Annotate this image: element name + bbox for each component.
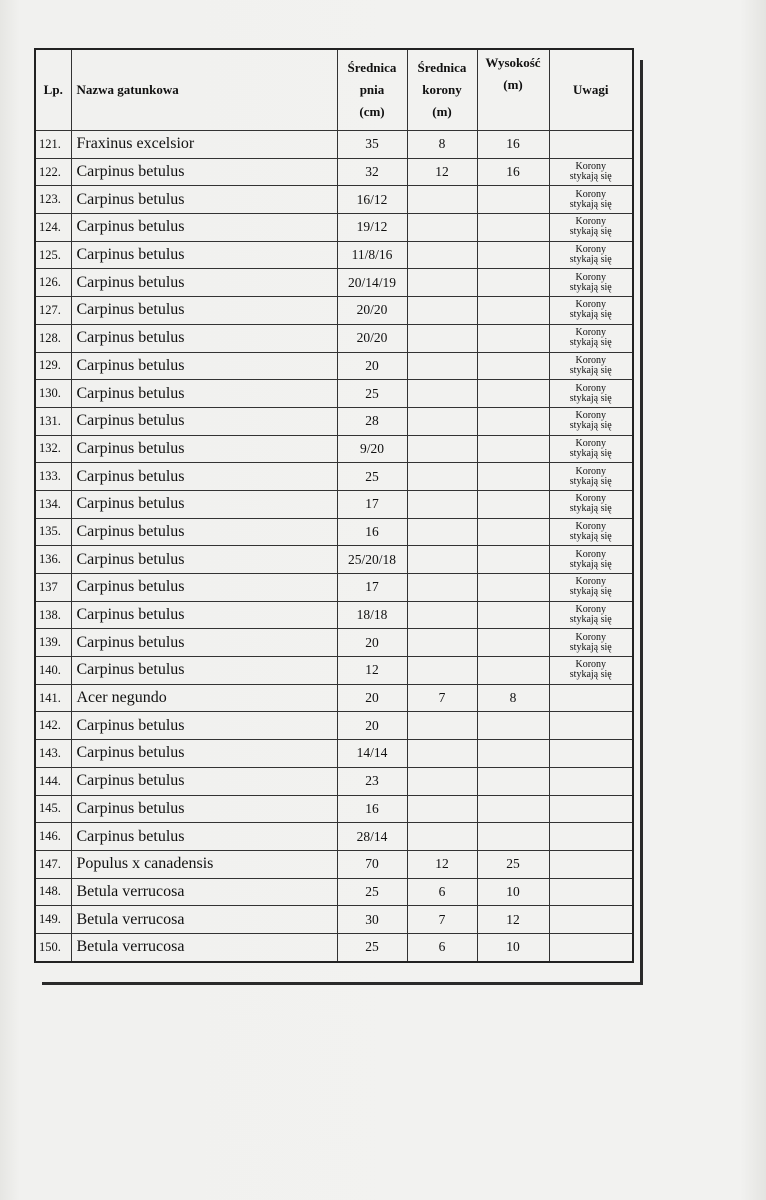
table-row bbox=[35, 490, 633, 518]
cell-species-name: Carpinus betulus bbox=[71, 463, 337, 491]
cell-crown-diameter: 12 bbox=[407, 158, 477, 186]
note-line-1: Korony bbox=[575, 437, 607, 449]
note-line-1: Korony bbox=[575, 659, 607, 671]
cell-trunk-diameter: 25 bbox=[337, 463, 407, 491]
table-row bbox=[35, 269, 633, 297]
cell-height bbox=[477, 740, 549, 768]
cell-lp: 139. bbox=[35, 629, 71, 657]
cell-height bbox=[477, 823, 549, 851]
note-line-2: stykają się bbox=[569, 530, 612, 542]
cell-notes bbox=[549, 490, 633, 518]
tree-inventory-table bbox=[34, 48, 634, 963]
cell-notes bbox=[549, 241, 633, 269]
cell-crown-diameter: 7 bbox=[407, 684, 477, 712]
cell-trunk-diameter: 14/14 bbox=[337, 740, 407, 768]
cell-species-name: Carpinus betulus bbox=[71, 269, 337, 297]
cell-notes bbox=[549, 186, 633, 214]
cell-lp: 141. bbox=[35, 684, 71, 712]
note-line-2: stykają się bbox=[569, 475, 612, 487]
note-line-1: Korony bbox=[575, 161, 607, 173]
cell-height bbox=[477, 574, 549, 602]
cell-height: 10 bbox=[477, 933, 549, 961]
cell-notes bbox=[549, 407, 633, 435]
cell-notes bbox=[549, 214, 633, 242]
table-row bbox=[35, 574, 633, 602]
cell-height bbox=[477, 269, 549, 297]
cell-trunk-diameter: 20/20 bbox=[337, 324, 407, 352]
cell-height bbox=[477, 601, 549, 629]
cell-crown-diameter bbox=[407, 767, 477, 795]
cell-species-name: Betula verrucosa bbox=[71, 878, 337, 906]
tree-inventory-table-wrapper bbox=[34, 48, 634, 963]
cell-notes bbox=[549, 878, 633, 906]
cell-species-name: Carpinus betulus bbox=[71, 795, 337, 823]
cell-trunk-diameter: 25 bbox=[337, 933, 407, 961]
table-row bbox=[35, 407, 633, 435]
cell-trunk-diameter: 25 bbox=[337, 878, 407, 906]
table-row bbox=[35, 850, 633, 878]
cell-lp: 124. bbox=[35, 214, 71, 242]
note-line-2: stykają się bbox=[569, 503, 612, 515]
note-line-2: stykają się bbox=[569, 364, 612, 376]
cell-crown-diameter bbox=[407, 463, 477, 491]
cell-notes bbox=[549, 297, 633, 325]
cell-trunk-diameter: 20/20 bbox=[337, 297, 407, 325]
cell-trunk-diameter: 28/14 bbox=[337, 823, 407, 851]
cell-crown-diameter: 7 bbox=[407, 906, 477, 934]
table-row bbox=[35, 712, 633, 740]
cell-trunk-diameter: 25/20/18 bbox=[337, 546, 407, 574]
cell-species-name: Carpinus betulus bbox=[71, 767, 337, 795]
cell-height: 10 bbox=[477, 878, 549, 906]
table-row bbox=[35, 657, 633, 685]
cell-height bbox=[477, 657, 549, 685]
cell-notes bbox=[549, 269, 633, 297]
cell-species-name: Carpinus betulus bbox=[71, 712, 337, 740]
cell-species-name: Carpinus betulus bbox=[71, 324, 337, 352]
note-line-1: Korony bbox=[575, 548, 607, 560]
table-row bbox=[35, 546, 633, 574]
cell-lp: 127. bbox=[35, 297, 71, 325]
cell-lp: 134. bbox=[35, 490, 71, 518]
cell-trunk-diameter: 20/14/19 bbox=[337, 269, 407, 297]
cell-crown-diameter bbox=[407, 490, 477, 518]
cell-notes bbox=[549, 684, 633, 712]
cell-lp: 149. bbox=[35, 906, 71, 934]
note-line-2: stykają się bbox=[569, 614, 612, 626]
cell-species-name: Carpinus betulus bbox=[71, 518, 337, 546]
cell-species-name: Carpinus betulus bbox=[71, 629, 337, 657]
cell-trunk-diameter: 20 bbox=[337, 684, 407, 712]
cell-species-name: Carpinus betulus bbox=[71, 657, 337, 685]
table-row bbox=[35, 158, 633, 186]
cell-crown-diameter bbox=[407, 795, 477, 823]
cell-species-name: Carpinus betulus bbox=[71, 186, 337, 214]
note-line-1: Korony bbox=[575, 410, 607, 422]
cell-species-name: Carpinus betulus bbox=[71, 574, 337, 602]
cell-trunk-diameter: 9/20 bbox=[337, 435, 407, 463]
cell-notes bbox=[549, 352, 633, 380]
table-row bbox=[35, 435, 633, 463]
cell-species-name: Carpinus betulus bbox=[71, 407, 337, 435]
note-line-1: Korony bbox=[575, 299, 607, 311]
cell-notes bbox=[549, 795, 633, 823]
cell-crown-diameter: 8 bbox=[407, 131, 477, 159]
table-row bbox=[35, 463, 633, 491]
cell-height bbox=[477, 186, 549, 214]
note-line-2: stykają się bbox=[569, 309, 612, 321]
cell-crown-diameter bbox=[407, 518, 477, 546]
cell-species-name: Carpinus betulus bbox=[71, 490, 337, 518]
note-line-1: Korony bbox=[575, 327, 607, 339]
note-line-2: stykają się bbox=[569, 226, 612, 238]
cell-crown-diameter bbox=[407, 297, 477, 325]
cell-notes bbox=[549, 906, 633, 934]
cell-trunk-diameter: 32 bbox=[337, 158, 407, 186]
table-row bbox=[35, 795, 633, 823]
cell-notes bbox=[549, 850, 633, 878]
cell-crown-diameter bbox=[407, 601, 477, 629]
table-row bbox=[35, 906, 633, 934]
note-line-1: Korony bbox=[575, 631, 607, 643]
cell-lp: 148. bbox=[35, 878, 71, 906]
cell-species-name: Acer negundo bbox=[71, 684, 337, 712]
cell-height bbox=[477, 795, 549, 823]
cell-crown-diameter bbox=[407, 241, 477, 269]
cell-trunk-diameter: 25 bbox=[337, 380, 407, 408]
cell-lp: 123. bbox=[35, 186, 71, 214]
table-row bbox=[35, 629, 633, 657]
cell-species-name: Carpinus betulus bbox=[71, 214, 337, 242]
table-row bbox=[35, 518, 633, 546]
note-line-2: stykają się bbox=[569, 447, 612, 459]
cell-height bbox=[477, 767, 549, 795]
cell-notes bbox=[549, 463, 633, 491]
note-line-2: stykają się bbox=[569, 198, 612, 210]
cell-lp: 146. bbox=[35, 823, 71, 851]
cell-species-name: Carpinus betulus bbox=[71, 546, 337, 574]
cell-crown-diameter bbox=[407, 324, 477, 352]
cell-trunk-diameter: 18/18 bbox=[337, 601, 407, 629]
header-lp: Lp. bbox=[35, 49, 71, 131]
cell-notes bbox=[549, 158, 633, 186]
cell-lp: 142. bbox=[35, 712, 71, 740]
cell-trunk-diameter: 17 bbox=[337, 490, 407, 518]
cell-trunk-diameter: 11/8/16 bbox=[337, 241, 407, 269]
note-line-1: Korony bbox=[575, 271, 607, 283]
cell-lp: 131. bbox=[35, 407, 71, 435]
note-line-1: Korony bbox=[575, 576, 607, 588]
cell-crown-diameter bbox=[407, 352, 477, 380]
table-row bbox=[35, 823, 633, 851]
cell-trunk-diameter: 35 bbox=[337, 131, 407, 159]
table-row bbox=[35, 878, 633, 906]
cell-lp: 136. bbox=[35, 546, 71, 574]
note-line-1: Korony bbox=[575, 354, 607, 366]
note-line-1: Korony bbox=[575, 465, 607, 477]
cell-notes bbox=[549, 380, 633, 408]
cell-crown-diameter: 12 bbox=[407, 850, 477, 878]
cell-notes bbox=[549, 657, 633, 685]
table-row bbox=[35, 380, 633, 408]
header-height: Wysokość (m) bbox=[477, 49, 549, 131]
note-line-1: Korony bbox=[575, 188, 607, 200]
cell-notes bbox=[549, 574, 633, 602]
cell-crown-diameter bbox=[407, 407, 477, 435]
cell-height bbox=[477, 214, 549, 242]
cell-notes bbox=[549, 601, 633, 629]
cell-crown-diameter bbox=[407, 435, 477, 463]
cell-height bbox=[477, 490, 549, 518]
cell-trunk-diameter: 20 bbox=[337, 629, 407, 657]
cell-lp: 145. bbox=[35, 795, 71, 823]
note-line-1: Korony bbox=[575, 493, 607, 505]
table-row bbox=[35, 324, 633, 352]
cell-lp: 129. bbox=[35, 352, 71, 380]
cell-species-name: Populus x canadensis bbox=[71, 850, 337, 878]
cell-notes bbox=[549, 740, 633, 768]
cell-height bbox=[477, 241, 549, 269]
cell-lp: 133. bbox=[35, 463, 71, 491]
cell-height bbox=[477, 380, 549, 408]
cell-trunk-diameter: 12 bbox=[337, 657, 407, 685]
note-line-1: Korony bbox=[575, 216, 607, 228]
note-line-1: Korony bbox=[575, 520, 607, 532]
cell-trunk-diameter: 19/12 bbox=[337, 214, 407, 242]
cell-lp: 147. bbox=[35, 850, 71, 878]
table-row bbox=[35, 684, 633, 712]
cell-notes bbox=[549, 435, 633, 463]
table-row bbox=[35, 933, 633, 961]
cell-height: 16 bbox=[477, 131, 549, 159]
table-row bbox=[35, 297, 633, 325]
cell-trunk-diameter: 17 bbox=[337, 574, 407, 602]
cell-species-name: Carpinus betulus bbox=[71, 435, 337, 463]
cell-lp: 135. bbox=[35, 518, 71, 546]
cell-trunk-diameter: 16 bbox=[337, 795, 407, 823]
cell-height bbox=[477, 518, 549, 546]
cell-height bbox=[477, 463, 549, 491]
note-line-1: Korony bbox=[575, 382, 607, 394]
cell-height: 12 bbox=[477, 906, 549, 934]
cell-lp: 144. bbox=[35, 767, 71, 795]
cell-species-name: Betula verrucosa bbox=[71, 906, 337, 934]
cell-height: 8 bbox=[477, 684, 549, 712]
cell-lp: 128. bbox=[35, 324, 71, 352]
note-line-2: stykają się bbox=[569, 337, 612, 349]
header-name: Nazwa gatunkowa bbox=[71, 49, 337, 131]
cell-lp: 125. bbox=[35, 241, 71, 269]
cell-height bbox=[477, 546, 549, 574]
note-line-1: Korony bbox=[575, 604, 607, 616]
note-line-2: stykają się bbox=[569, 558, 612, 570]
cell-species-name: Carpinus betulus bbox=[71, 823, 337, 851]
cell-species-name: Carpinus betulus bbox=[71, 241, 337, 269]
cell-height bbox=[477, 324, 549, 352]
cell-lp: 140. bbox=[35, 657, 71, 685]
table-row bbox=[35, 131, 633, 159]
note-line-2: stykają się bbox=[569, 281, 612, 293]
cell-height bbox=[477, 629, 549, 657]
cell-trunk-diameter: 30 bbox=[337, 906, 407, 934]
cell-notes bbox=[549, 933, 633, 961]
cell-lp: 130. bbox=[35, 380, 71, 408]
cell-height: 16 bbox=[477, 158, 549, 186]
cell-height bbox=[477, 435, 549, 463]
cell-lp: 150. bbox=[35, 933, 71, 961]
table-row bbox=[35, 241, 633, 269]
cell-crown-diameter bbox=[407, 657, 477, 685]
header-trunk-diameter: Średnica pnia (cm) bbox=[337, 49, 407, 131]
cell-trunk-diameter: 23 bbox=[337, 767, 407, 795]
cell-crown-diameter bbox=[407, 186, 477, 214]
cell-lp: 137 bbox=[35, 574, 71, 602]
cell-notes bbox=[549, 546, 633, 574]
cell-lp: 143. bbox=[35, 740, 71, 768]
cell-trunk-diameter: 70 bbox=[337, 850, 407, 878]
note-line-2: stykają się bbox=[569, 420, 612, 432]
cell-notes bbox=[549, 767, 633, 795]
cell-trunk-diameter: 28 bbox=[337, 407, 407, 435]
cell-notes bbox=[549, 823, 633, 851]
table-row bbox=[35, 767, 633, 795]
cell-species-name: Carpinus betulus bbox=[71, 297, 337, 325]
cell-lp: 138. bbox=[35, 601, 71, 629]
cell-height: 25 bbox=[477, 850, 549, 878]
table-row bbox=[35, 352, 633, 380]
cell-notes bbox=[549, 324, 633, 352]
cell-species-name: Carpinus betulus bbox=[71, 380, 337, 408]
cell-notes bbox=[549, 712, 633, 740]
table-header-row bbox=[35, 49, 633, 131]
cell-species-name: Fraxinus excelsior bbox=[71, 131, 337, 159]
cell-crown-diameter bbox=[407, 546, 477, 574]
cell-lp: 121. bbox=[35, 131, 71, 159]
cell-species-name: Carpinus betulus bbox=[71, 158, 337, 186]
note-line-2: stykają się bbox=[569, 641, 612, 653]
note-line-2: stykają się bbox=[569, 254, 612, 266]
header-crown-diameter: Średnica korony (m) bbox=[407, 49, 477, 131]
cell-lp: 126. bbox=[35, 269, 71, 297]
note-line-2: stykają się bbox=[569, 392, 612, 404]
cell-crown-diameter bbox=[407, 214, 477, 242]
cell-lp: 122. bbox=[35, 158, 71, 186]
cell-species-name: Carpinus betulus bbox=[71, 601, 337, 629]
cell-crown-diameter bbox=[407, 269, 477, 297]
note-line-1: Korony bbox=[575, 244, 607, 256]
cell-crown-diameter: 6 bbox=[407, 933, 477, 961]
header-notes: Uwagi bbox=[549, 49, 633, 131]
table-row bbox=[35, 601, 633, 629]
note-line-2: stykają się bbox=[569, 669, 612, 681]
cell-crown-diameter bbox=[407, 712, 477, 740]
cell-species-name: Carpinus betulus bbox=[71, 740, 337, 768]
table-row bbox=[35, 214, 633, 242]
cell-lp: 132. bbox=[35, 435, 71, 463]
cell-crown-diameter bbox=[407, 574, 477, 602]
cell-crown-diameter bbox=[407, 740, 477, 768]
cell-species-name: Betula verrucosa bbox=[71, 933, 337, 961]
cell-trunk-diameter: 20 bbox=[337, 352, 407, 380]
cell-notes bbox=[549, 131, 633, 159]
table-row bbox=[35, 186, 633, 214]
cell-crown-diameter bbox=[407, 380, 477, 408]
cell-height bbox=[477, 407, 549, 435]
cell-crown-diameter bbox=[407, 823, 477, 851]
cell-trunk-diameter: 16 bbox=[337, 518, 407, 546]
table-row bbox=[35, 740, 633, 768]
cell-crown-diameter: 6 bbox=[407, 878, 477, 906]
cell-notes bbox=[549, 629, 633, 657]
cell-trunk-diameter: 16/12 bbox=[337, 186, 407, 214]
note-line-2: stykają się bbox=[569, 171, 612, 183]
note-line-2: stykają się bbox=[569, 586, 612, 598]
cell-notes bbox=[549, 518, 633, 546]
cell-height bbox=[477, 297, 549, 325]
cell-height bbox=[477, 712, 549, 740]
cell-trunk-diameter: 20 bbox=[337, 712, 407, 740]
cell-crown-diameter bbox=[407, 629, 477, 657]
cell-height bbox=[477, 352, 549, 380]
cell-species-name: Carpinus betulus bbox=[71, 352, 337, 380]
